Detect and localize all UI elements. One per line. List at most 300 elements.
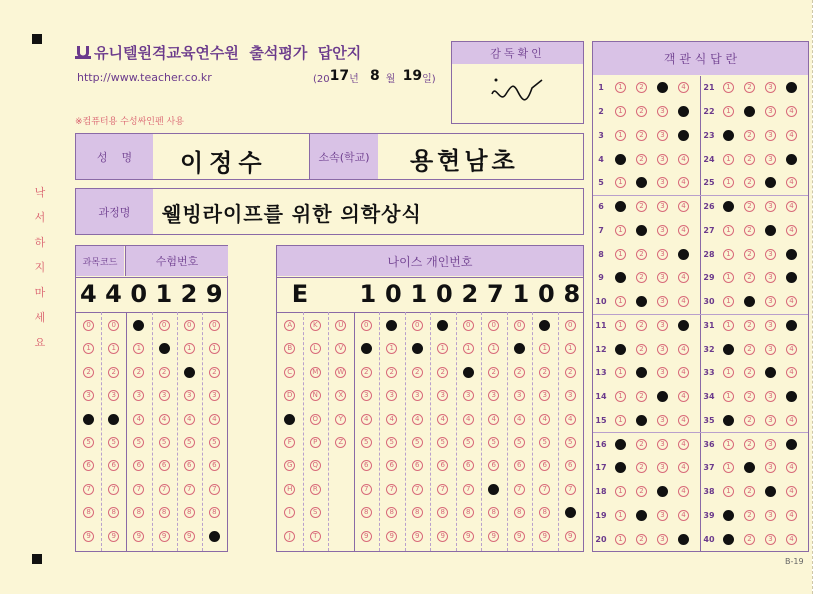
code-handwritten-digit: 2 <box>180 280 198 308</box>
empty-bubble: 5 <box>133 437 144 448</box>
empty-bubble: 2 <box>636 249 647 260</box>
empty-bubble: 1 <box>615 82 626 93</box>
empty-bubble: 4 <box>678 367 689 378</box>
empty-bubble: Z <box>335 437 346 448</box>
empty-bubble: B <box>284 343 295 354</box>
question-number: 3 <box>598 130 604 140</box>
empty-bubble: 1 <box>723 154 734 165</box>
empty-bubble: 7 <box>539 484 550 495</box>
empty-bubble: 2 <box>209 367 220 378</box>
empty-bubble: 1 <box>83 343 94 354</box>
filled-bubble <box>615 154 626 165</box>
empty-bubble: 9 <box>539 531 550 542</box>
empty-bubble: 0 <box>361 320 372 331</box>
empty-bubble: 2 <box>636 462 647 473</box>
empty-bubble: 6 <box>488 460 499 471</box>
empty-bubble: 4 <box>678 225 689 236</box>
question-number: 30 <box>703 297 715 307</box>
filled-bubble <box>723 344 734 355</box>
empty-bubble: 4 <box>539 414 550 425</box>
empty-bubble: 4 <box>786 106 797 117</box>
empty-bubble: 5 <box>184 437 195 448</box>
empty-bubble: 2 <box>133 367 144 378</box>
neis-handwritten-digit: 0 <box>538 280 555 308</box>
empty-bubble: 7 <box>108 484 119 495</box>
empty-bubble: 8 <box>539 507 550 518</box>
question-number: 24 <box>703 154 715 164</box>
empty-bubble: 3 <box>765 272 776 283</box>
empty-bubble: 0 <box>488 320 499 331</box>
column-divider <box>379 312 381 551</box>
filled-bubble <box>437 320 448 331</box>
filled-bubble <box>723 415 734 426</box>
column-divider <box>202 312 204 551</box>
empty-bubble: 3 <box>765 320 776 331</box>
empty-bubble: 9 <box>565 531 576 542</box>
empty-bubble: X <box>335 390 346 401</box>
empty-bubble: 2 <box>636 272 647 283</box>
neis-handwritten-digit: 1 <box>359 280 377 308</box>
empty-bubble: V <box>335 343 346 354</box>
empty-bubble: 4 <box>678 391 689 402</box>
empty-bubble: 2 <box>744 344 755 355</box>
code-bubble-grid <box>76 312 227 551</box>
empty-bubble: 5 <box>488 437 499 448</box>
empty-bubble: 1 <box>723 106 734 117</box>
warning-char: 요 <box>34 336 46 349</box>
filled-bubble <box>765 367 776 378</box>
date-day-handwritten: 19 <box>402 68 423 84</box>
empty-bubble: 4 <box>463 414 474 425</box>
empty-bubble: L <box>310 343 321 354</box>
empty-bubble: 9 <box>361 531 372 542</box>
form-code: B-19 <box>785 557 804 566</box>
empty-bubble: 2 <box>83 367 94 378</box>
empty-bubble: 2 <box>361 367 372 378</box>
name-value: 이정수 <box>180 149 268 177</box>
filled-bubble <box>786 439 797 450</box>
question-number: 35 <box>703 415 715 425</box>
empty-bubble: 3 <box>361 390 372 401</box>
empty-bubble: 1 <box>209 343 220 354</box>
empty-bubble: 4 <box>786 534 797 545</box>
filled-bubble <box>723 510 734 521</box>
empty-bubble: N <box>310 390 321 401</box>
date-year-label: 년 <box>349 74 359 85</box>
empty-bubble: 2 <box>744 320 755 331</box>
empty-bubble: T <box>310 531 321 542</box>
filled-bubble <box>615 272 626 283</box>
timing-mark-bottom <box>32 554 42 564</box>
empty-bubble: 5 <box>83 437 94 448</box>
empty-bubble: 4 <box>514 414 525 425</box>
question-number: 17 <box>595 463 607 473</box>
empty-bubble: 0 <box>565 320 576 331</box>
empty-bubble: 3 <box>657 296 668 307</box>
no-scribble-warning <box>34 180 46 355</box>
empty-bubble: 3 <box>657 249 668 260</box>
empty-bubble: 1 <box>723 439 734 450</box>
filled-bubble <box>184 367 195 378</box>
empty-bubble: 1 <box>539 343 550 354</box>
empty-bubble: 4 <box>786 462 797 473</box>
question-number: 13 <box>595 368 607 378</box>
empty-bubble: 2 <box>744 272 755 283</box>
empty-bubble: 0 <box>514 320 525 331</box>
empty-bubble: 8 <box>133 507 144 518</box>
empty-bubble: 2 <box>744 486 755 497</box>
filled-bubble <box>636 415 647 426</box>
empty-bubble: 2 <box>514 367 525 378</box>
empty-bubble: 4 <box>678 344 689 355</box>
code-handwritten-row <box>76 277 227 313</box>
empty-bubble: 1 <box>437 343 448 354</box>
filled-bubble <box>412 343 423 354</box>
empty-bubble: 6 <box>361 460 372 471</box>
empty-bubble: 2 <box>744 415 755 426</box>
question-number: 31 <box>703 320 715 330</box>
empty-bubble: 1 <box>133 343 144 354</box>
empty-bubble: 9 <box>488 531 499 542</box>
question-number: 9 <box>598 273 604 283</box>
empty-bubble: J <box>284 531 295 542</box>
question-number: 21 <box>703 83 715 93</box>
filled-bubble <box>678 106 689 117</box>
filled-bubble <box>539 320 550 331</box>
empty-bubble: 2 <box>539 367 550 378</box>
empty-bubble: 2 <box>744 534 755 545</box>
course-code-label: 과목코드 <box>76 246 124 276</box>
empty-bubble: 7 <box>133 484 144 495</box>
question-number: 37 <box>703 463 715 473</box>
filled-bubble <box>744 296 755 307</box>
empty-bubble: 6 <box>539 460 550 471</box>
warning-char: 낙 <box>34 186 46 199</box>
filled-bubble <box>209 531 220 542</box>
question-number: 29 <box>703 273 715 283</box>
empty-bubble: 0 <box>463 320 474 331</box>
empty-bubble: 3 <box>657 415 668 426</box>
empty-bubble: 3 <box>765 106 776 117</box>
empty-bubble: 5 <box>565 437 576 448</box>
question-number: 14 <box>595 392 607 402</box>
empty-bubble: 3 <box>657 154 668 165</box>
column-divider <box>558 312 560 551</box>
filled-bubble <box>765 177 776 188</box>
question-number: 36 <box>703 439 715 449</box>
question-number: 28 <box>703 249 715 259</box>
empty-bubble: 3 <box>488 390 499 401</box>
empty-bubble: O <box>310 414 321 425</box>
empty-bubble: 3 <box>765 296 776 307</box>
group-divider <box>593 314 808 315</box>
filled-bubble <box>361 343 372 354</box>
empty-bubble: 3 <box>657 201 668 212</box>
empty-bubble: W <box>335 367 346 378</box>
empty-bubble: 5 <box>108 437 119 448</box>
empty-bubble: 5 <box>361 437 372 448</box>
empty-bubble: 2 <box>159 367 170 378</box>
empty-bubble: 2 <box>744 201 755 212</box>
empty-bubble: 2 <box>488 367 499 378</box>
empty-bubble: 1 <box>565 343 576 354</box>
empty-bubble: 3 <box>657 225 668 236</box>
affiliation-label: 소속(학교) <box>309 134 378 179</box>
empty-bubble: 2 <box>386 367 397 378</box>
empty-bubble: 9 <box>83 531 94 542</box>
empty-bubble: 3 <box>657 534 668 545</box>
empty-bubble: 6 <box>514 460 525 471</box>
neis-handwritten-digit: 1 <box>410 280 428 308</box>
empty-bubble: I <box>284 507 295 518</box>
date-prefix: (20 <box>313 74 330 85</box>
empty-bubble: 8 <box>361 507 372 518</box>
filled-bubble <box>657 391 668 402</box>
empty-bubble: 2 <box>636 82 647 93</box>
question-number: 7 <box>598 225 604 235</box>
empty-bubble: 1 <box>723 462 734 473</box>
question-number: 11 <box>595 320 607 330</box>
neis-handwritten-digit: 8 <box>563 280 581 308</box>
empty-bubble: 9 <box>463 531 474 542</box>
filled-bubble <box>636 296 647 307</box>
filled-bubble <box>514 343 525 354</box>
empty-bubble: 8 <box>412 507 423 518</box>
empty-bubble: G <box>284 460 295 471</box>
empty-bubble: 3 <box>657 106 668 117</box>
empty-bubble: 2 <box>565 367 576 378</box>
empty-bubble: 4 <box>678 272 689 283</box>
empty-bubble: 1 <box>615 296 626 307</box>
empty-bubble: 4 <box>184 414 195 425</box>
filled-bubble <box>765 225 776 236</box>
empty-bubble: 2 <box>636 106 647 117</box>
question-number: 12 <box>595 344 607 354</box>
empty-bubble: 7 <box>209 484 220 495</box>
empty-bubble: 3 <box>657 462 668 473</box>
filled-bubble <box>615 439 626 450</box>
empty-bubble: 8 <box>159 507 170 518</box>
empty-bubble: 3 <box>765 510 776 521</box>
empty-bubble: 8 <box>514 507 525 518</box>
empty-bubble: 4 <box>361 414 372 425</box>
filled-bubble <box>744 462 755 473</box>
empty-bubble: 7 <box>412 484 423 495</box>
neis-handwritten-digit: 0 <box>436 280 453 308</box>
empty-bubble: 3 <box>657 344 668 355</box>
empty-bubble: 3 <box>657 177 668 188</box>
empty-bubble: 6 <box>565 460 576 471</box>
neis-handwritten-letter: E <box>291 280 309 308</box>
empty-bubble: 5 <box>437 437 448 448</box>
filled-bubble <box>83 414 94 425</box>
empty-bubble: 1 <box>615 534 626 545</box>
empty-bubble: 4 <box>786 486 797 497</box>
filled-bubble <box>657 82 668 93</box>
column-divider <box>303 312 305 551</box>
empty-bubble: 3 <box>657 320 668 331</box>
answer-title: 객 관 식 답 란 <box>593 42 808 75</box>
empty-bubble: 1 <box>615 106 626 117</box>
empty-bubble: 2 <box>744 154 755 165</box>
filled-bubble <box>636 367 647 378</box>
question-number: 33 <box>703 368 715 378</box>
filled-bubble <box>678 249 689 260</box>
empty-bubble: 1 <box>723 272 734 283</box>
empty-bubble: 2 <box>108 367 119 378</box>
empty-bubble: 3 <box>765 344 776 355</box>
empty-bubble: 4 <box>437 414 448 425</box>
empty-bubble: 1 <box>184 343 195 354</box>
filled-bubble <box>786 82 797 93</box>
empty-bubble: 4 <box>786 130 797 141</box>
empty-bubble: 4 <box>678 439 689 450</box>
empty-bubble: 9 <box>184 531 195 542</box>
neis-handwritten-digit: 1 <box>512 280 530 308</box>
empty-bubble: 9 <box>159 531 170 542</box>
empty-bubble: 0 <box>159 320 170 331</box>
empty-bubble: 4 <box>678 296 689 307</box>
page-title: 유니텔원격교육연수원 출석평가 답안지 <box>94 44 362 62</box>
neis-label: 나이스 개인번호 <box>277 246 583 276</box>
empty-bubble: 4 <box>678 486 689 497</box>
group-divider <box>593 195 808 196</box>
question-number: 1 <box>598 83 604 93</box>
question-number: 2 <box>598 107 604 117</box>
empty-bubble: 4 <box>786 225 797 236</box>
empty-bubble: 8 <box>209 507 220 518</box>
empty-bubble: 1 <box>723 177 734 188</box>
column-divider <box>456 312 458 551</box>
empty-bubble: 3 <box>765 82 776 93</box>
empty-bubble: 4 <box>678 177 689 188</box>
column-divider <box>177 312 179 551</box>
empty-bubble: 7 <box>514 484 525 495</box>
empty-bubble: 2 <box>744 510 755 521</box>
neis-handwritten-row <box>277 277 583 313</box>
filled-bubble <box>615 201 626 212</box>
empty-bubble: 3 <box>765 249 776 260</box>
question-number: 34 <box>703 392 715 402</box>
empty-bubble: 6 <box>386 460 397 471</box>
empty-bubble: 7 <box>437 484 448 495</box>
empty-bubble: 5 <box>539 437 550 448</box>
empty-bubble: 3 <box>184 390 195 401</box>
date-year-handwritten: 17 <box>329 68 350 84</box>
empty-bubble: 2 <box>744 82 755 93</box>
empty-bubble: 9 <box>386 531 397 542</box>
empty-bubble: 2 <box>636 439 647 450</box>
neis-handwritten-digit: 2 <box>461 280 479 308</box>
question-number: 19 <box>595 510 607 520</box>
column-divider <box>328 312 330 551</box>
empty-bubble: 9 <box>133 531 144 542</box>
empty-bubble: 2 <box>744 225 755 236</box>
empty-bubble: Q <box>310 460 321 471</box>
warning-char: 세 <box>34 311 46 324</box>
empty-bubble: 6 <box>437 460 448 471</box>
empty-bubble: 2 <box>636 154 647 165</box>
exam-number-label: 수험번호 <box>125 246 228 276</box>
code-handwritten-digit: 4 <box>80 280 97 308</box>
empty-bubble: 2 <box>744 130 755 141</box>
empty-bubble: 6 <box>108 460 119 471</box>
question-number: 27 <box>703 225 715 235</box>
neis-handwritten-digit: 7 <box>487 280 504 308</box>
supervisor-label: 감독확인 <box>452 42 583 64</box>
question-number: 10 <box>595 297 607 307</box>
empty-bubble: 6 <box>412 460 423 471</box>
empty-bubble: 4 <box>678 154 689 165</box>
empty-bubble: 4 <box>678 201 689 212</box>
filled-bubble <box>723 130 734 141</box>
empty-bubble: 1 <box>615 510 626 521</box>
empty-bubble: 1 <box>615 249 626 260</box>
date-day-label: 일) <box>422 74 436 85</box>
empty-bubble: 0 <box>412 320 423 331</box>
empty-bubble: K <box>310 320 321 331</box>
empty-bubble: 1 <box>723 296 734 307</box>
filled-bubble <box>386 320 397 331</box>
code-handwritten-digit: 0 <box>130 280 148 308</box>
empty-bubble: 1 <box>723 367 734 378</box>
empty-bubble: 3 <box>386 390 397 401</box>
empty-bubble: 9 <box>437 531 448 542</box>
column-divider <box>405 312 407 551</box>
question-number: 8 <box>598 249 604 259</box>
column-divider <box>152 312 154 551</box>
empty-bubble: 3 <box>108 390 119 401</box>
supervisor-signature <box>488 70 548 114</box>
filled-bubble <box>463 367 474 378</box>
empty-bubble: 2 <box>744 439 755 450</box>
question-number: 25 <box>703 178 715 188</box>
empty-bubble: 2 <box>744 391 755 402</box>
empty-bubble: 4 <box>386 414 397 425</box>
question-number: 40 <box>703 534 715 544</box>
empty-bubble: 4 <box>786 344 797 355</box>
empty-bubble: 1 <box>723 249 734 260</box>
empty-bubble: 9 <box>108 531 119 542</box>
code-handwritten-digit: 4 <box>105 280 122 308</box>
question-number: 38 <box>703 487 715 497</box>
empty-bubble: 0 <box>184 320 195 331</box>
empty-bubble: 4 <box>678 510 689 521</box>
empty-bubble: 3 <box>412 390 423 401</box>
empty-bubble: 4 <box>786 367 797 378</box>
empty-bubble: 3 <box>765 462 776 473</box>
empty-bubble: 3 <box>765 130 776 141</box>
empty-bubble: 1 <box>723 391 734 402</box>
empty-bubble: 5 <box>386 437 397 448</box>
empty-bubble: 1 <box>615 177 626 188</box>
name-label: 성 명 <box>76 134 153 179</box>
column-divider <box>532 312 534 551</box>
code-handwritten-digit: 1 <box>155 280 173 308</box>
empty-bubble: 6 <box>463 460 474 471</box>
filled-bubble <box>786 249 797 260</box>
empty-bubble: 8 <box>184 507 195 518</box>
filled-bubble <box>786 272 797 283</box>
empty-bubble: 4 <box>678 462 689 473</box>
empty-bubble: H <box>284 484 295 495</box>
empty-bubble: 3 <box>159 390 170 401</box>
empty-bubble: 3 <box>657 130 668 141</box>
empty-bubble: 7 <box>83 484 94 495</box>
empty-bubble: 3 <box>83 390 94 401</box>
empty-bubble: 3 <box>437 390 448 401</box>
filled-bubble <box>678 320 689 331</box>
